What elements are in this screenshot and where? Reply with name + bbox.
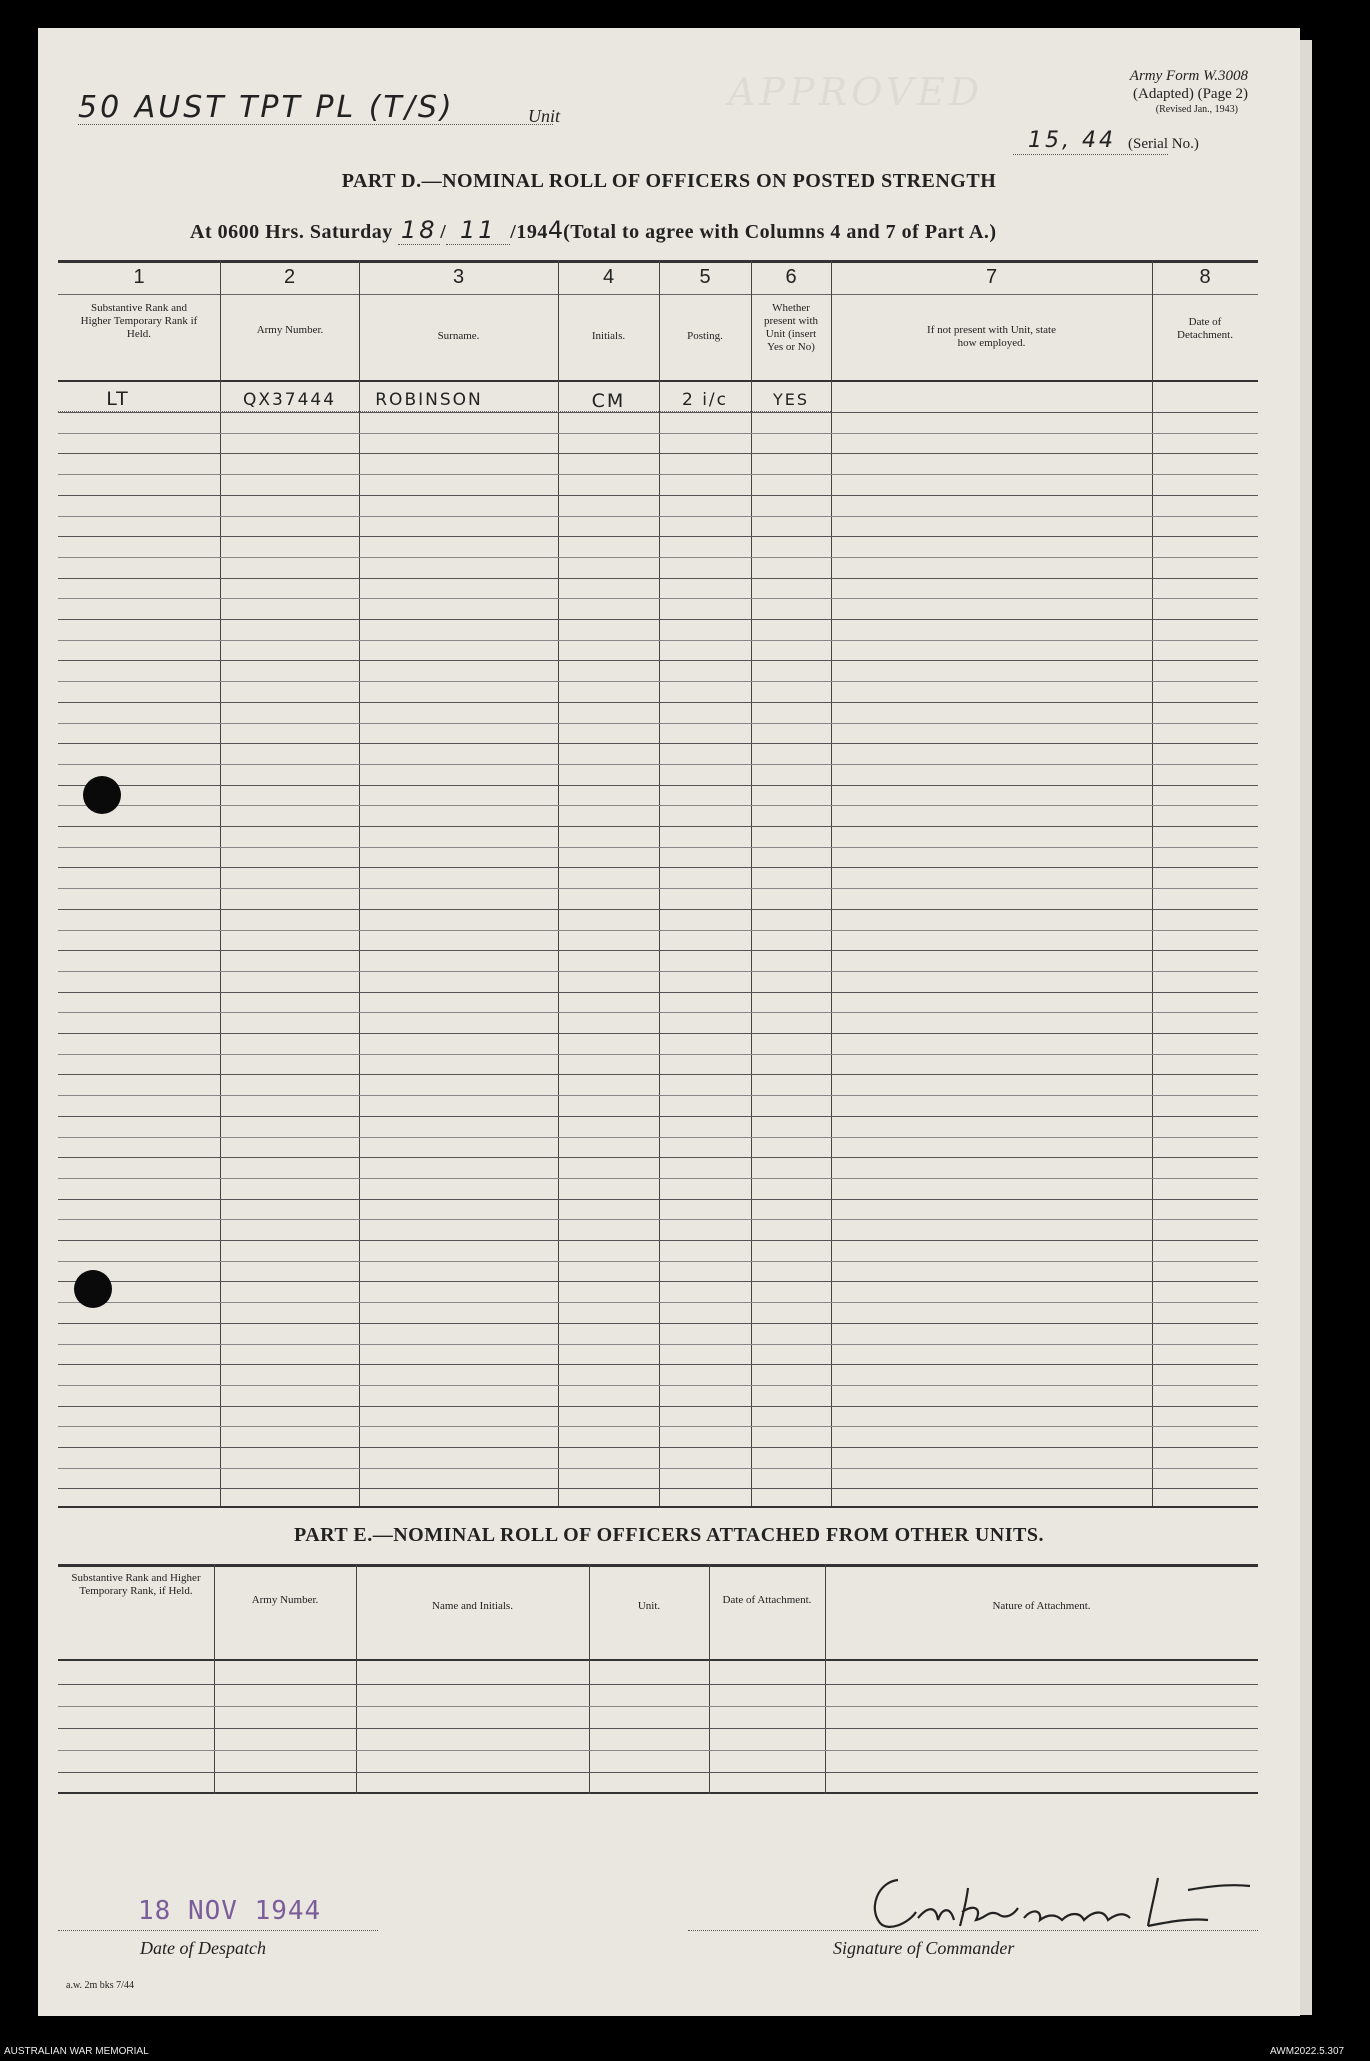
row-rule — [58, 909, 1258, 910]
date-year-prefix: 194 — [516, 221, 548, 243]
col-header-present: Whether present with Unit (insert Yes or No) — [763, 302, 819, 353]
row-rule — [58, 867, 1258, 868]
commander-signature — [858, 1868, 1278, 1938]
cell-rank: LT — [106, 388, 130, 410]
row-rule — [58, 1488, 1258, 1489]
approved-stamp: APPROVED — [728, 70, 984, 114]
row-rule — [58, 743, 1258, 744]
number-row-divider — [58, 294, 1258, 295]
row-rule — [58, 1012, 1258, 1013]
cell-surname: ROBINSON — [375, 390, 483, 410]
row-rule — [58, 1447, 1258, 1448]
form-sheet — [38, 28, 1300, 2016]
table-top-border — [58, 1564, 1258, 1567]
row-rule — [58, 1178, 1258, 1179]
date-day: 18 — [398, 216, 440, 245]
row-rule — [58, 557, 1258, 558]
signature-label: Signature of Commander — [833, 1938, 1015, 1958]
e-col-header-name: Name and Initials. — [432, 1600, 513, 1612]
row-rule — [58, 1406, 1258, 1407]
col-divider — [214, 1564, 215, 1794]
row-rule — [58, 1706, 1258, 1707]
row-rule — [58, 1240, 1258, 1241]
table-top-border — [58, 260, 1258, 263]
col-header-employed: If not present with Unit, state how employed. — [927, 324, 1056, 349]
row-rule — [58, 764, 1258, 765]
date-year-digit: 4 — [547, 216, 564, 244]
col-divider — [825, 1564, 826, 1794]
col-number: 1 — [133, 266, 145, 288]
form-revised: (Revised Jan., 1943) — [1155, 104, 1238, 115]
printer-note: a.w. 2m bks 7/44 — [66, 1980, 134, 1991]
col-divider — [831, 260, 832, 1508]
row-rule — [58, 1074, 1258, 1075]
despatch-label: Date of Despatch — [140, 1938, 266, 1958]
unit-label: Unit — [528, 106, 561, 126]
col-number: 7 — [985, 266, 998, 288]
e-col-header-unit: Unit. — [637, 1600, 661, 1612]
row-rule — [58, 1728, 1258, 1729]
row-rule — [58, 888, 1258, 889]
row-rule — [58, 453, 1258, 454]
part-e-title: PART E.—NOMINAL ROLL OF OFFICERS ATTACHED FROM OTHER UNITS. — [294, 1524, 1044, 1546]
header-bottom-border — [58, 1659, 1258, 1661]
row-rule — [58, 950, 1258, 951]
row-rule — [58, 1116, 1258, 1117]
col-divider — [751, 260, 752, 1508]
footer-accession: AWM2022.5.307 — [1270, 2046, 1345, 2057]
col-number: 2 — [283, 266, 296, 288]
form-adapted: (Adapted) (Page 2) — [1133, 86, 1248, 102]
row-rule — [58, 1323, 1258, 1324]
row-rule — [58, 1261, 1258, 1262]
row-rule — [58, 785, 1258, 786]
row-rule — [58, 619, 1258, 620]
row-rule — [58, 992, 1258, 993]
row-rule — [58, 1772, 1258, 1773]
row-rule — [58, 826, 1258, 827]
col-number: 6 — [785, 266, 797, 288]
footer-institution: AUSTRALIAN WAR MEMORIAL — [4, 2046, 149, 2057]
row-rule — [58, 1385, 1258, 1386]
row-underline — [58, 411, 831, 412]
punch-hole — [83, 776, 121, 814]
col-header-surname: Surname. — [437, 330, 480, 342]
col-number: 3 — [452, 266, 465, 288]
date-prefix: At 0600 Hrs. Saturday — [190, 221, 393, 243]
row-rule — [58, 1219, 1258, 1220]
row-rule — [58, 1344, 1258, 1345]
part-d-title: PART D.—NOMINAL ROLL OF OFFICERS ON POSTED STRENGTH — [341, 170, 997, 192]
row-rule — [58, 412, 1258, 413]
row-rule — [58, 930, 1258, 931]
row-rule — [58, 516, 1258, 517]
form-number: Army Form W.3008 — [1129, 68, 1248, 84]
serial-label: (Serial No.) — [1128, 136, 1199, 152]
despatch-date-stamp: 18 NOV 1944 — [138, 1896, 322, 1926]
date-month: 11 — [446, 216, 510, 245]
row-rule — [58, 1137, 1258, 1138]
col-divider — [1152, 260, 1153, 1508]
unit-underline — [78, 124, 553, 125]
e-col-header-rank: Substantive Rank and Higher Temporary Rank, if Held. — [71, 1572, 201, 1597]
row-rule — [58, 495, 1258, 496]
col-divider — [356, 1564, 357, 1794]
col-header-posting: Posting. — [687, 330, 723, 342]
row-rule — [58, 1302, 1258, 1303]
row-rule — [58, 1095, 1258, 1096]
col-divider — [359, 260, 360, 1508]
row-rule — [58, 1033, 1258, 1034]
cell-army-number: QX37444 — [242, 390, 337, 410]
col-divider — [558, 260, 559, 1508]
e-col-header-nature: Nature of Attachment. — [992, 1600, 1091, 1612]
row-rule — [58, 702, 1258, 703]
serial-handwritten: 15, 44 — [1028, 128, 1116, 153]
row-rule — [58, 723, 1258, 724]
row-rule — [58, 1684, 1258, 1685]
row-rule — [58, 681, 1258, 682]
part-d-date-line: At 0600 Hrs. Saturday 18 / 11 /1944(Total to agree with Columns 4 and 7 of Part A.) — [190, 216, 997, 244]
part-d-table — [58, 260, 1258, 1508]
row-rule — [58, 1281, 1258, 1282]
table-bottom-border — [58, 1506, 1258, 1508]
row-rule — [58, 1468, 1258, 1469]
punch-hole — [74, 1270, 112, 1308]
header-bottom-border — [58, 380, 1258, 382]
col-number: 8 — [1199, 266, 1211, 288]
part-e-table — [58, 1564, 1258, 1794]
cell-present: YES — [772, 390, 810, 409]
row-rule — [58, 1364, 1258, 1365]
row-rule — [58, 1054, 1258, 1055]
row-rule — [58, 971, 1258, 972]
col-number: 5 — [699, 266, 711, 288]
row-rule — [58, 1426, 1258, 1427]
row-rule — [58, 1199, 1258, 1200]
row-rule — [58, 598, 1258, 599]
cell-posting: 2 i/c — [681, 390, 729, 410]
e-col-header-attachment-date: Date of Attachment. — [722, 1594, 812, 1606]
row-rule — [58, 474, 1258, 475]
row-rule — [58, 847, 1258, 848]
row-rule — [58, 536, 1258, 537]
table-bottom-border — [58, 1792, 1258, 1794]
despatch-underline — [58, 1930, 378, 1931]
e-col-header-army-number: Army Number. — [251, 1594, 319, 1606]
unit-handwritten: 50 AUST TPT PL (T/S) — [78, 90, 455, 125]
serial-underline — [1013, 154, 1168, 155]
date-suffix: (Total to agree with Columns 4 and 7 of Part A.) — [563, 221, 997, 243]
row-rule — [58, 433, 1258, 434]
col-divider — [220, 260, 221, 1508]
col-header-initials: Initials. — [591, 330, 626, 342]
col-divider — [589, 1564, 590, 1794]
col-divider — [709, 1564, 710, 1794]
col-number: 4 — [602, 266, 615, 288]
cell-initials: CM — [591, 390, 626, 412]
col-header-rank: Substantive Rank and Higher Temporary Rank if Held. — [80, 302, 198, 340]
col-header-detachment: Date of Detachment. — [1177, 316, 1233, 341]
col-header-army-number: Army Number. — [256, 324, 324, 336]
signature-underline — [688, 1930, 1258, 1931]
col-divider — [659, 260, 660, 1508]
row-rule — [58, 805, 1258, 806]
row-rule — [58, 640, 1258, 641]
row-rule — [58, 578, 1258, 579]
row-rule — [58, 1157, 1258, 1158]
row-rule — [58, 1750, 1258, 1751]
row-rule — [58, 660, 1258, 661]
